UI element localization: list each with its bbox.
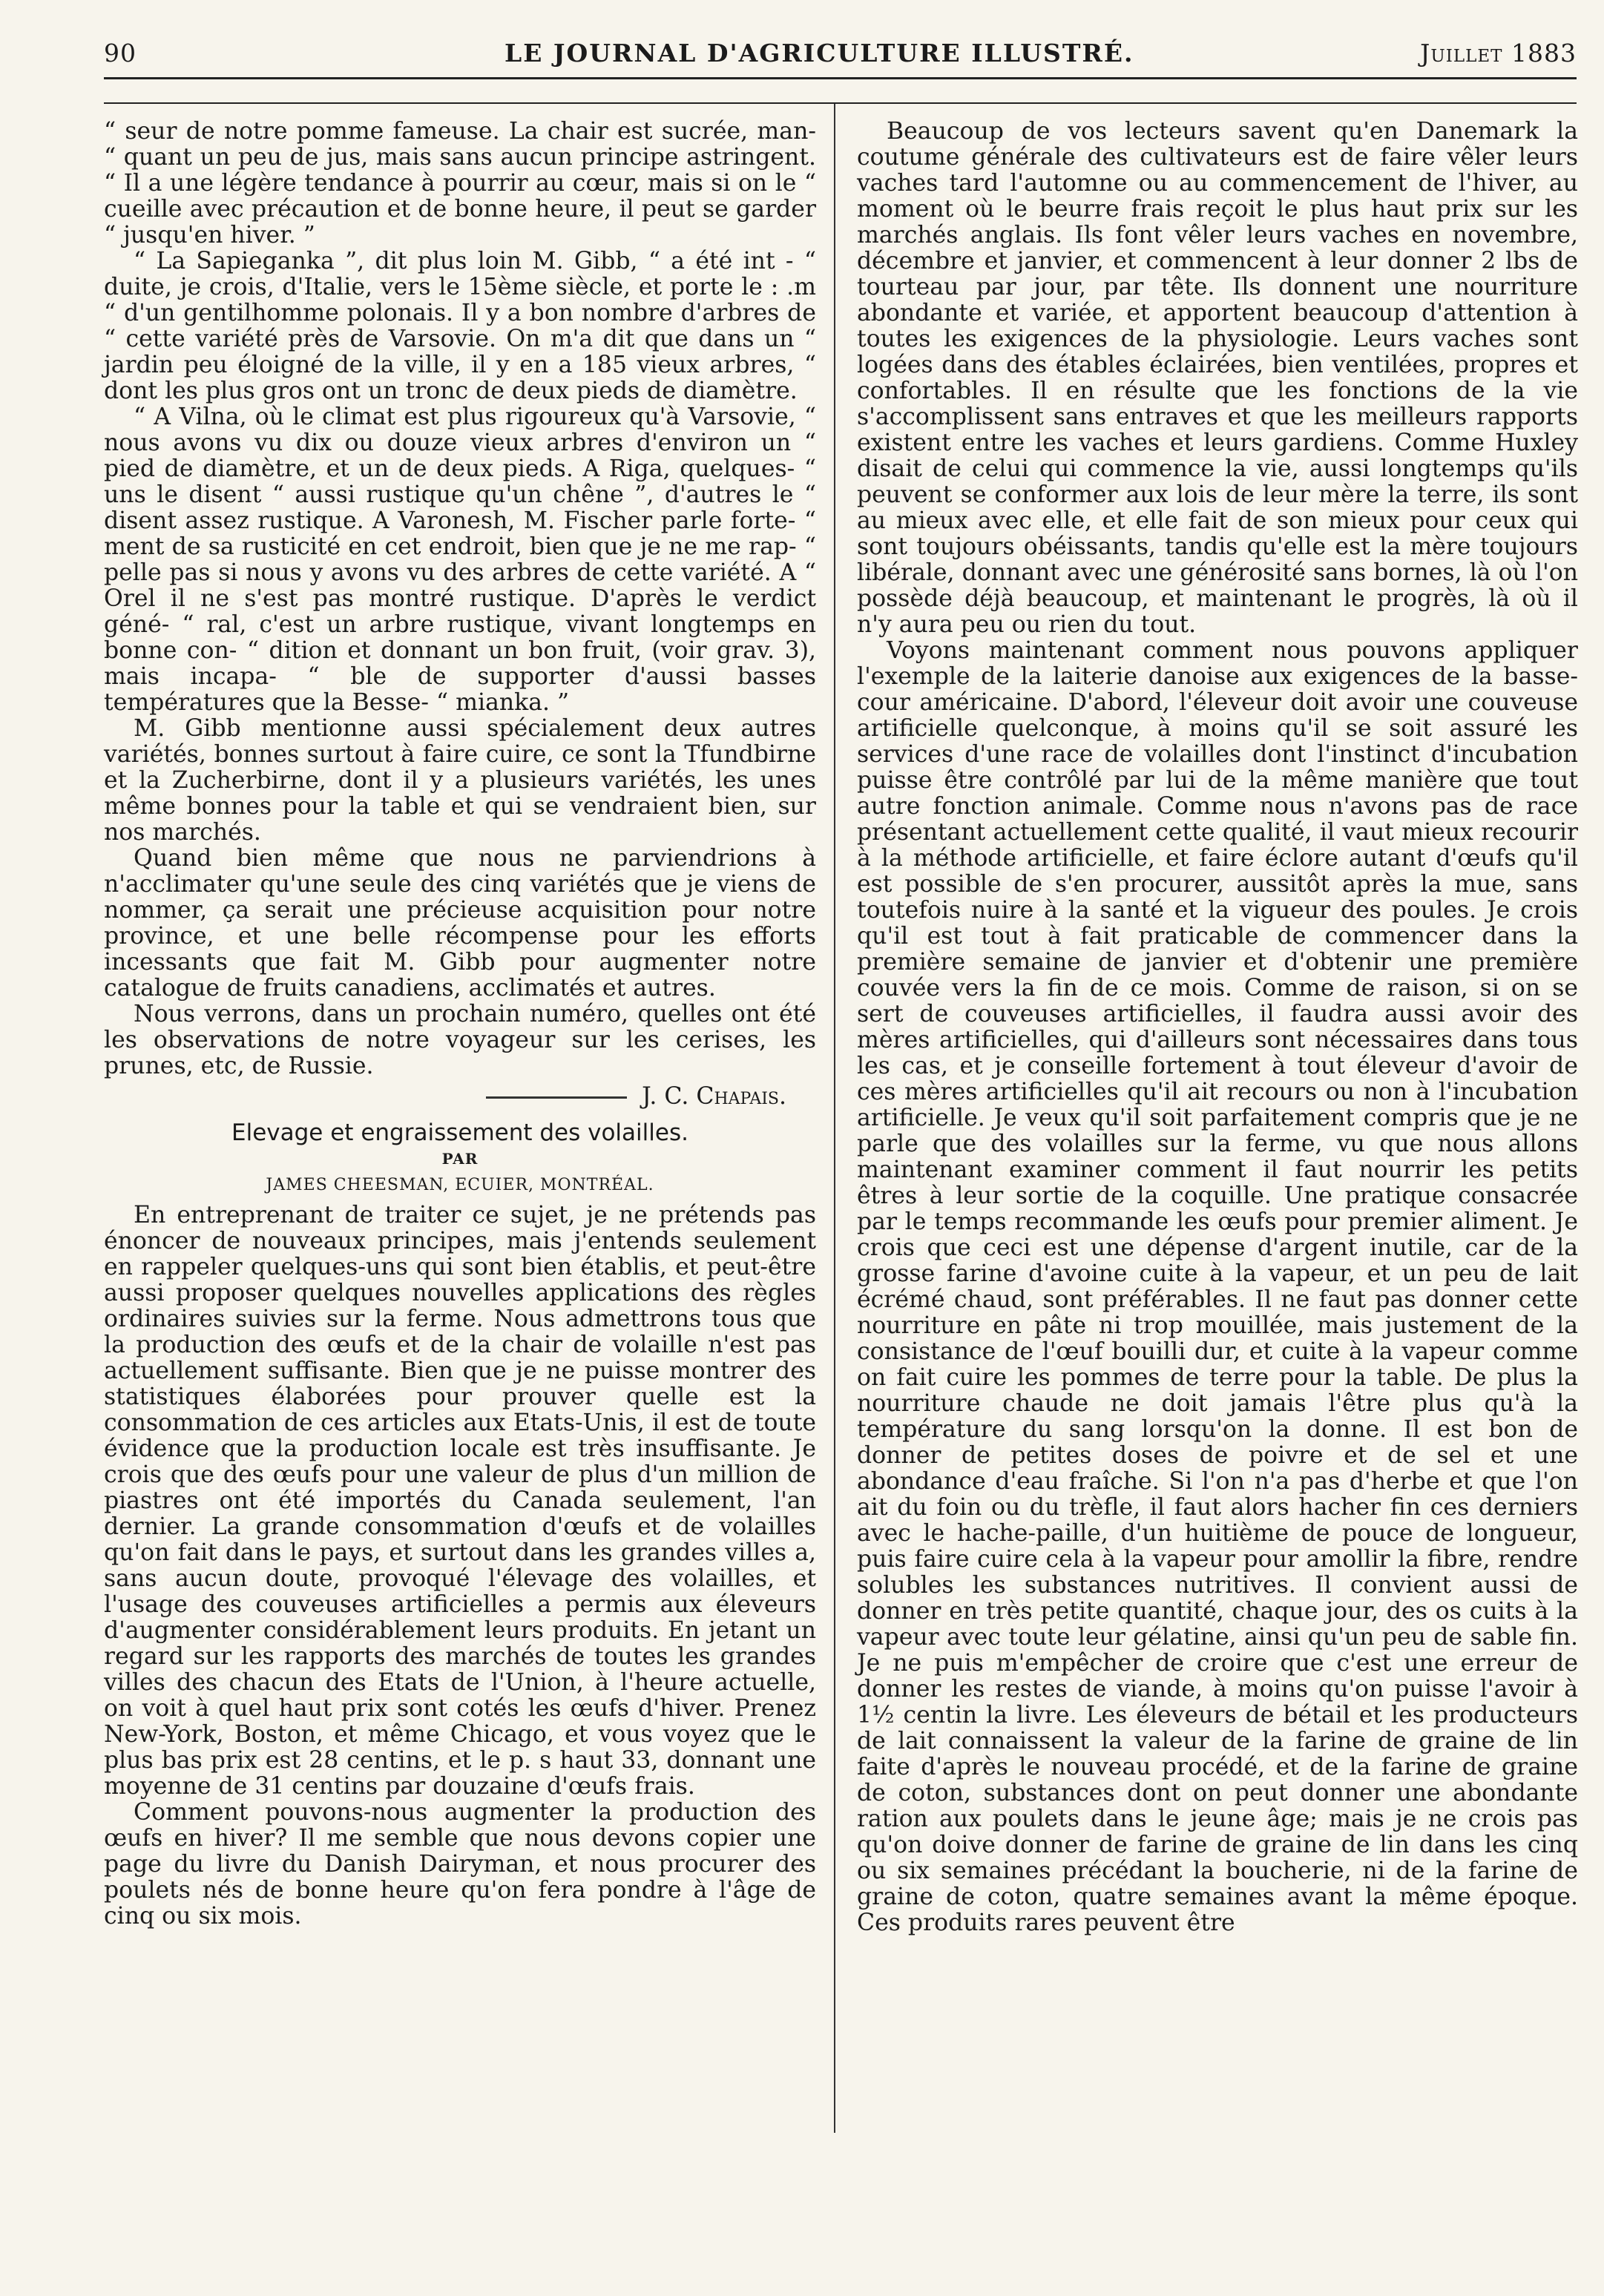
section-par: PAR <box>441 1150 479 1168</box>
right-column <box>857 119 1578 1936</box>
paragraph: En entreprenant de traiter ce sujet, je ne prétends pas énoncer de nouveaux principes, mais j'entends seulement en rappeler quelques-uns qui sont bien établis, et peut-être aussi proposer quelques nouvelles applications des règles ordinaires suivies sur la ferme. Nous admettrons tous que la production des œufs et de la chair de volaille n'est pas actuellement suffisante. Bien que je ne puisse montrer des statistiques élaborées pour prouver quelle est la consommation de ces articles aux Etats-Unis, il est de toute évidence que la production locale est très insuffisante. Je crois que des œufs pour une valeur de plus d'un million de piastres ont été importés du Canada seulement, l'an dernier. La grande consommation d'œufs et de volailles qu'on fait dans le pays, et surtout dans les grandes villes a, sans aucun doute, provoqué l'élevage des volailles, et l'usage des couveuses artificielles a permis aux éleveurs d'augmenter considérablement leurs produits. En jetant un regard sur les rapports des marchés de toutes les grandes villes des chacun des Etats de l'Union, à l'heure actuelle, on voit à quel haut prix sont cotés les œufs d'hiver. Prenez New-York, Boston, et même Chicago, et vous voyez que le plus bas prix est 28 centins, et le p. s haut 33, donnant une moyenne de 31 centins par douzaine d'œufs frais. <box>104 1202 816 1800</box>
article-signature: J. C. Chapais. <box>642 1083 786 1110</box>
paragraph: “ seur de notre pomme fameuse. La chair est sucrée, man- “ quant un peu de jus, mais sans aucun principe astringent. “ Il a une légère tendance à pourrir au cœur, mais si on le “ cueille avec précaution et de bonne heure, il peut se garder “ jusqu'en hiver. ” <box>104 118 816 249</box>
article-signature-line <box>104 1084 816 1110</box>
page-number: 90 <box>104 39 137 68</box>
paragraph: “ La Sapieganka ”, dit plus loin M. Gibb, “ a été int - “ duite, je crois, d'Italie, vers le 15ème siècle, et porte le : .m “ d'un gentilhomme polonais. Il y a bon nombre d'arbres de “ cette variété près de Varsovie. On m'a dit que dans un “ jardin peu éloigné de la ville, il y en a 185 vieux arbres, “ dont les plus gros ont un tronc de deux pieds de diamètre. <box>104 248 816 404</box>
paragraph: “ A Vilna, où le climat est plus rigoureux qu'à Varsovie, “ nous avons vu dix ou douze vieux arbres d'environ un “ pied de diamètre, et un de deux pieds. A Riga, quelques- “ uns le disent “ aussi rustique qu'un chêne ”, d'autres le “ disent assez rustique. A Varonesh, M. Fischer parle forte- “ ment de sa rusticité en cet endroit, bien que je ne me rap- “ pelle pas si nous y avons vu des arbres de cette variété. A “ Orel il ne s'est pas montré rustique. D'après le verdict géné- “ ral, c'est un arbre rustique, vivant longtemps en bonne con- “ dition et donnant un bon fruit, (voir grav. 3), mais incapa- “ ble de supporter d'aussi basses températures que la Besse- “ mianka. ” <box>104 404 816 716</box>
section-author: JAMES CHEESMAN, ECUIER, MONTRÉAL. <box>266 1176 654 1194</box>
signature-rule <box>486 1096 627 1099</box>
issue-date: Juillet 1883 <box>1420 39 1577 68</box>
paragraph: Quand bien même que nous ne parviendrions à n'acclimater qu'une seule des cinq variétés que je viens de nommer, ça serait une précieuse acquisition pour notre province, et une belle récompense pour les efforts incessants que fait M. Gibb pour augmenter notre catalogue de fruits canadiens, acclimatés et autres. <box>104 845 816 1001</box>
paragraph: Comment pouvons-nous augmenter la production des œufs en hiver? Il me semble que nous devons copier une page du livre du Danish Dairyman, et nous procurer des poulets nés de bonne heure qu'on fera pondre à l'âge de cinq ou six mois. <box>104 1799 816 1930</box>
paragraph: Nous verrons, dans un prochain numéro, quelles ont été les observations de notre voyageur sur les cerises, les prunes, etc, de Russie. <box>104 1001 816 1079</box>
left-column <box>104 119 816 1930</box>
paragraph: Voyons maintenant comment nous pouvons appliquer l'exemple de la laiterie danoise aux exigences de la basse-cour américaine. D'abord, l'éleveur doit avoir une couveuse artificielle quelconque, à moins qu'il se soit assuré les services d'une race de volailles dont l'instinct d'incubation puisse être contrôlé par lui de la même manière que tout autre fonction animale. Comme nous n'avons pas de race présentant actuellement cette qualité, il vaut mieux recourir à la méthode artificielle, et faire éclore autant d'œufs qu'il est possible de s'en procurer, aussitôt après la mue, sans toutefois nuire à la santé et la vigueur des poules. Je crois qu'il est tout à fait praticable de commencer dans la première semaine de janvier et d'obtenir une première couvée vers la fin de ce mois. Comme de raison, si on se sert de couveuses artificielles, il faudra aussi avoir des mères artificielles, qui d'ailleurs sont nécessaires dans tous les cas, et je conseille fortement à tout éleveur d'avoir de ces mères artificielles qu'il ait recours ou non à l'incubation artificielle. Je veux qu'il soit parfaitement compris que je ne parle que des volailles sur la ferme, vu que nous allons maintenant examiner comment il faut nourrir les petits êtres à leur sortie de la coquille. Une pratique consacrée par le temps recommande les œufs pour premier aliment. Je crois que ceci est une dépense d'argent inutile, car de la grosse farine d'avoine cuite à la vapeur, et un peu de lait écrémé chaud, sont préférables. Il ne faut pas donner cette nourriture en pâte ni trop mouillée, mais justement de la consistance de l'œuf bouilli dur, et cuite à la vapeur comme on fait cuire les pommes de terre pour la table. De plus la nourriture chaude ne doit jamais l'être plus qu'à la température du sang lorsqu'on la donne. Il est bon de donner de petites doses de poivre et de sel et une abondance d'eau fraîche. Si l'on n'a pas d'herbe et que l'on ait du foin ou du trèfle, il faut alors hacher fin ces derniers avec le hache-paille, d'un huitième de pouce de longueur, puis faire cuire cela à la vapeur pour amollir la fibre, rendre solubles les substances nutritives. Il convient aussi de donner en très petite quantité, chaque jour, des os cuits à la vapeur avec toute leur gélatine, ainsi qu'un peu de sable fin. Je ne puis m'empêcher de croire que c'est une erreur de donner les restes de viande, à moins qu'on puisse l'avoir à 1½ centin la livre. Les éleveurs de bétail et les producteurs de lait connaissent la valeur de la farine de graine de lin faite d'après le nouveau procédé, et de la farine de graine de coton, substances dont on peut donner une abondante ration aux poulets dans le jeune âge; mais je ne crois pas qu'on doive donner de farine de graine de lin dans les cinq ou six semaines précédant la boucherie, ni de la farine de graine de coton, quatre semaines avant la même époque. Ces produits rares peuvent être <box>857 637 1578 1936</box>
paragraph: M. Gibb mentionne aussi spécialement deux autres variétés, bonnes surtout à faire cuire, ce sont la Tfundbirne et la Zucherbirne, dont il y a plusieurs variétés, les unes même bonnes pour la table et qui se vendraient bien, sur nos marchés. <box>104 715 816 846</box>
journal-title: LE JOURNAL D'AGRICULTURE ILLUSTRÉ. <box>504 39 1134 68</box>
page-header <box>104 39 1577 76</box>
header-rule <box>104 77 1577 79</box>
header-rule-lower <box>104 102 1577 104</box>
section-title: Elevage et engraissement des volailles. <box>231 1119 688 1146</box>
column-separator <box>834 104 835 2133</box>
paragraph: Beaucoup de vos lecteurs savent qu'en Danemark la coutume générale des cultivateurs est de faire vêler leurs vaches tard l'automne ou au commencement de l'hiver, au moment où le beurre frais reçoit le plus haut prix sur les marchés anglais. Ils font vêler leurs vaches en novembre, décembre et janvier, et commencent à leur donner 2 lbs de tourteau par jour, par tête. Ils donnent une nourriture abondante et variée, et apportent beaucoup d'attention à toutes les exigences de la physiologie. Leurs vaches sont logées dans des étables éclairées, bien ventilées, propres et confortables. Il en résulte que les fonctions de la vie s'accomplissent sans entraves et que les meilleurs rapports existent entre les vaches et leurs gardiens. Comme Huxley disait de celui qui commence la vie, aussi longtemps qu'ils peuvent se conformer aux lois de leur mère la terre, ils sont au mieux avec elle, et elle fait de son mieux pour ceux qui sont toujours obéissants, tandis qu'elle est la mère toujours libérale, donnant avec une générosité sans bornes, là où l'on possède déjà beaucoup, et maintenant le progrès, là où il n'y aura peu ou rien du tout. <box>857 118 1578 638</box>
